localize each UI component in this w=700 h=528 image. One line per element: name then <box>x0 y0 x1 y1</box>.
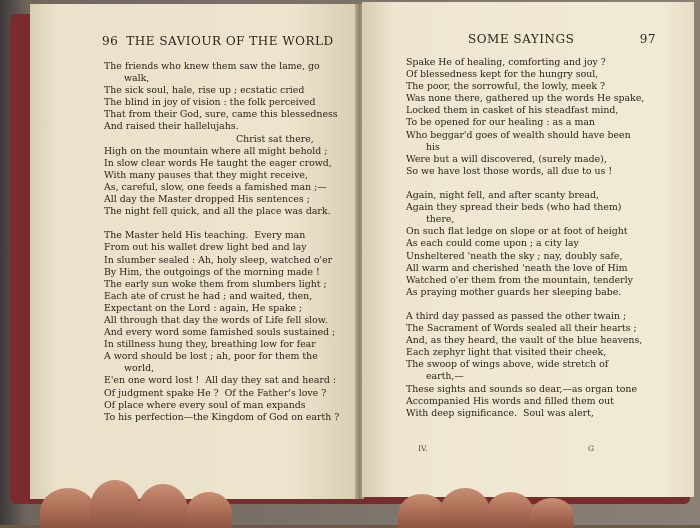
thumb-left <box>40 488 96 528</box>
signature-mark: IV. <box>418 444 428 453</box>
finger-right-4 <box>530 498 574 528</box>
left-text-line: With many pauses that they might receive, <box>104 169 308 181</box>
right-text-line <box>406 299 644 311</box>
left-text-line: The early sun woke them from slumbers light ; <box>104 278 327 290</box>
right-text-line: Accompanied His words and filled them out <box>406 395 614 407</box>
right-text-line: As praying mother guards her sleeping babe. <box>406 286 622 298</box>
left-text-line: High on the mountain where all might behold ; <box>104 145 328 157</box>
right-text-line: These sights and sounds so dear,—as organ tone <box>406 383 638 395</box>
right-text-line: All warm and cherished 'neath the love of Him <box>406 262 628 274</box>
right-text-line: Unsheltered 'neath the sky ; nay, doubly safe, <box>406 250 623 262</box>
right-text-line: On such flat ledge on slope or at foot of height <box>406 226 628 238</box>
right-text-line: Spake He of healing, comforting and joy ? <box>406 57 606 68</box>
left-running-head: THE SAVIOUR OF THE WORLD <box>126 34 334 48</box>
left-text-line: Of place where every soul of man expands <box>104 399 306 411</box>
right-text-line: With deep significance. Soul was alert, <box>406 407 594 419</box>
left-text-line: And raised their hallelujahs. <box>104 121 239 133</box>
right-text-line: earth,— <box>426 371 464 383</box>
right-text-line: The poor, the sorrowful, the lowly, meek ? <box>406 81 606 93</box>
left-text-line: Expectant on the Lord : again, He spake ; <box>104 302 303 314</box>
left-page-header <box>102 34 334 48</box>
right-text-line: Again, night fell, and after scanty bread, <box>406 190 599 202</box>
left-text-line: Each ate of crust he had ; and waited, then, <box>104 290 313 302</box>
left-text-line: By Him, the outgoings of the morning made ! <box>104 266 320 278</box>
right-text-line: Each zephyr light that visited their cheek, <box>406 347 607 359</box>
right-text-line: Who beggar'd goes of wealth should have been <box>406 129 631 141</box>
left-text-line: As, careful, slow, one feeds a famished man ;— <box>104 181 327 193</box>
right-running-head: SOME SAYINGS <box>468 32 575 46</box>
left-text-line: A word should be lost ; ah, poor for them the <box>104 351 318 363</box>
left-text-line: In slumber sealed : Ah, holy sleep, watched o'er <box>104 254 333 266</box>
right-text-line: Of blessedness kept for the hungry soul, <box>406 69 599 81</box>
finger-left-2 <box>138 484 188 528</box>
right-text-line: Was none there, gathered up the words He spake, <box>406 93 645 105</box>
right-text-line: Locked them in casket of his steadfast mind, <box>406 105 619 117</box>
left-text-line: From out his wallet drew light bed and lay <box>104 242 307 254</box>
right-text-line: Again they spread their beds (who had them) <box>406 202 622 214</box>
gathering-mark: G <box>588 444 594 453</box>
finger-right-2 <box>440 488 490 528</box>
left-text-line: Of judgment spake He ? Of the Father's love ? <box>104 387 327 399</box>
right-text-line: To be opened for our healing : as a man <box>406 117 595 129</box>
left-text-line: The sick soul, hale, rise up ; ecstatic cried <box>104 85 305 97</box>
right-text-line: there, <box>426 214 455 226</box>
left-text-line: That from their God, sure, came this blessedness <box>104 109 338 121</box>
finger-right-1 <box>398 494 446 528</box>
left-text-line: In slow clear words He taught the eager crowd, <box>104 157 332 169</box>
left-page-text <box>104 61 339 424</box>
right-text-line: A third day passed as passed the other twain ; <box>406 310 627 322</box>
right-text-line: Were but a will discovered, (surely made), <box>406 153 607 165</box>
left-text-line: walk, <box>124 73 150 85</box>
right-text-line: Watched o'er them from the mountain, tenderly <box>406 274 633 286</box>
left-text-line: In stillness hung they, breathing low for fear <box>104 339 316 351</box>
right-page-number: 97 <box>639 32 656 46</box>
finger-right-3 <box>486 492 534 528</box>
right-text-line: The swoop of wings above, wide stretch of <box>406 359 609 371</box>
right-text-line <box>406 178 644 190</box>
left-text-line: The night fell quick, and all the place was dark. <box>104 206 331 218</box>
left-page <box>30 4 358 499</box>
right-text-line: So we have lost those words, all due to us ! <box>406 165 613 177</box>
right-text-line: As each could come upon ; a city lay <box>406 238 579 250</box>
left-text-line: world, <box>124 363 155 375</box>
left-page-number: 96 <box>102 34 119 48</box>
left-text-line <box>104 218 339 230</box>
left-text-line: And every word some famished souls sustained ; <box>104 327 336 339</box>
left-text-line: To his perfection—the Kingdom of God on earth ? <box>104 411 340 423</box>
right-text-line: his <box>426 141 440 153</box>
finger-left-3 <box>186 492 232 528</box>
right-text-line: And, as they heard, the vault of the blue heavens, <box>406 335 643 347</box>
right-page <box>362 2 694 497</box>
left-text-line: Christ sat there, <box>236 133 314 145</box>
left-text-line: All through that day the words of Life fell slow. <box>104 314 328 326</box>
right-page-text <box>406 57 644 420</box>
right-text-line: The Sacrament of Words sealed all their hearts ; <box>406 323 637 335</box>
left-text-line: E'en one word lost ! All day they sat and heard : <box>104 375 337 387</box>
left-text-line: All day the Master dropped His sentences ; <box>104 194 310 206</box>
left-text-line: The friends who knew them saw the lame, go <box>104 61 320 72</box>
left-text-line: The Master held His teaching. Every man <box>104 230 306 242</box>
left-text-line: The blind in joy of vision : the folk perceived <box>104 97 316 109</box>
